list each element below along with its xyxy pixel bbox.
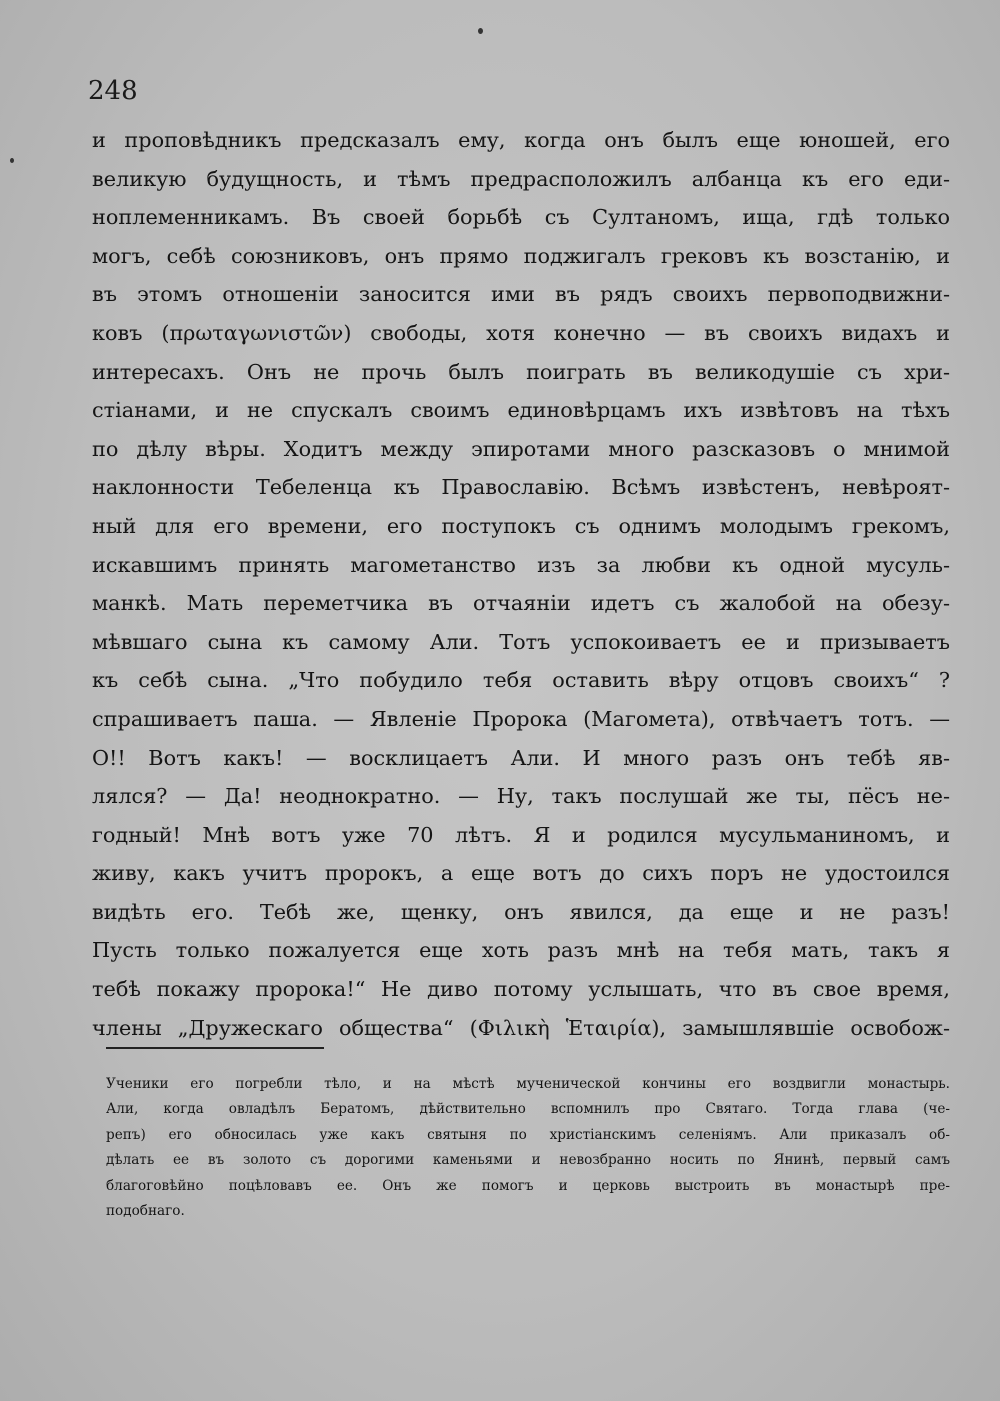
text-line: члены „Дружескаго общества“ (Φιλικὴ Ἑταιρία), замышлявшіе освобож- [92,1015,950,1040]
footnote [106,1072,950,1224]
text-line: могъ, себѣ союзниковъ, онъ прямо поджигалъ грековъ къ возстанію, и [92,243,950,268]
text-line: спрашиваетъ паша. — Явленіе Пророка (Магомета), отвѣчаетъ тотъ. — [92,706,950,731]
text-line: по дѣлу вѣры. Ходитъ между эпиротами много разсказовъ о мнимой [92,436,950,461]
page-number: 248 [88,76,138,106]
text-line: и проповѣдникъ предсказалъ ему, когда онъ былъ еще юношей, его [92,128,950,152]
footnote-line: подобнаго. [106,1202,185,1219]
text-line: ноплеменникамъ. Въ своей борьбѣ съ Султаномъ, ища, гдѣ только [92,205,950,230]
ink-speck [478,28,483,34]
text-line: наклонности Тебеленца къ Православію. Всѣмъ извѣстенъ, невѣроят- [92,475,950,500]
footnote-line: Али, когда овладѣлъ Бератомъ, дѣйствительно вспомнилъ про Святаго. Тогда глава (че- [106,1101,950,1118]
footnote-line: дѣлать ее въ золото съ дорогими каменьями и невозбранно носить по Янинѣ, первый самъ [106,1152,950,1169]
text-line: манкѣ. Мать переметчика въ отчаяніи идетъ съ жалобой на обезу- [92,591,950,616]
ink-speck [10,158,14,163]
text-line: интересахъ. Онъ не прочь былъ поиграть въ великодушіе съ хри- [92,359,950,384]
text-line: ный для его времени, его поступокъ съ однимъ молодымъ грекомъ, [92,513,950,538]
text-line: живу, какъ учитъ пророкъ, а еще вотъ до сихъ поръ не удостоился [92,861,950,886]
footnote-line: репъ) его обносилась уже какъ святыня по христіанскимъ селеніямъ. Али приказалъ об- [106,1126,950,1143]
text-line: искавшимъ принять магометанство изъ за любви къ одной мусуль- [92,552,950,577]
footnote-line: Ученики его погребли тѣло, и на мѣстѣ мученической кончины его воздвигли монастырь. [106,1076,950,1092]
main-text [92,121,950,1047]
text-line: въ этомъ отношеніи заносится ими въ рядъ своихъ первоподвижни- [92,282,950,307]
footnote-divider [106,1047,324,1049]
text-line: Пусть только пожалуется еще хоть разъ мнѣ на тебя мать, такъ я [92,938,950,963]
text-line: лялся? — Да! неоднократно. — Ну, такъ послушай же ты, пёсъ не- [92,784,950,809]
text-line: годный! Мнѣ вотъ уже 70 лѣтъ. Я и родился мусульманиномъ, и [92,822,950,847]
footnote-line: благоговѣйно поцѣловавъ ее. Онъ же помогъ и церковь выстроить въ монастырѣ пре- [106,1177,950,1194]
text-line: видѣть его. Тебѣ же, щенку, онъ явился, да еще и не разъ! [92,899,950,924]
text-line: великую будущность, и тѣмъ предрасположилъ албанца къ его еди- [92,166,950,191]
text-line: къ себѣ сына. „Что побудило тебя оставить вѣру отцовъ своихъ“ ? [92,668,950,693]
text-line: мѣвшаго сына къ самому Али. Тотъ успокоиваетъ ее и призываетъ [92,629,950,654]
text-line: О!! Вотъ какъ! — восклицаетъ Али. И много разъ онъ тебѣ яв- [92,745,950,770]
text-line: стіанами, и не спускалъ своимъ единовѣрцамъ ихъ извѣтовъ на тѣхъ [92,398,950,423]
text-line: ковъ (πρωταγωνιστῶν) свободы, хотя конечно — въ своихъ видахъ и [92,320,950,345]
text-line: тебѣ покажу пророка!“ Не диво потому услышать, что въ свое время, [92,977,950,1002]
